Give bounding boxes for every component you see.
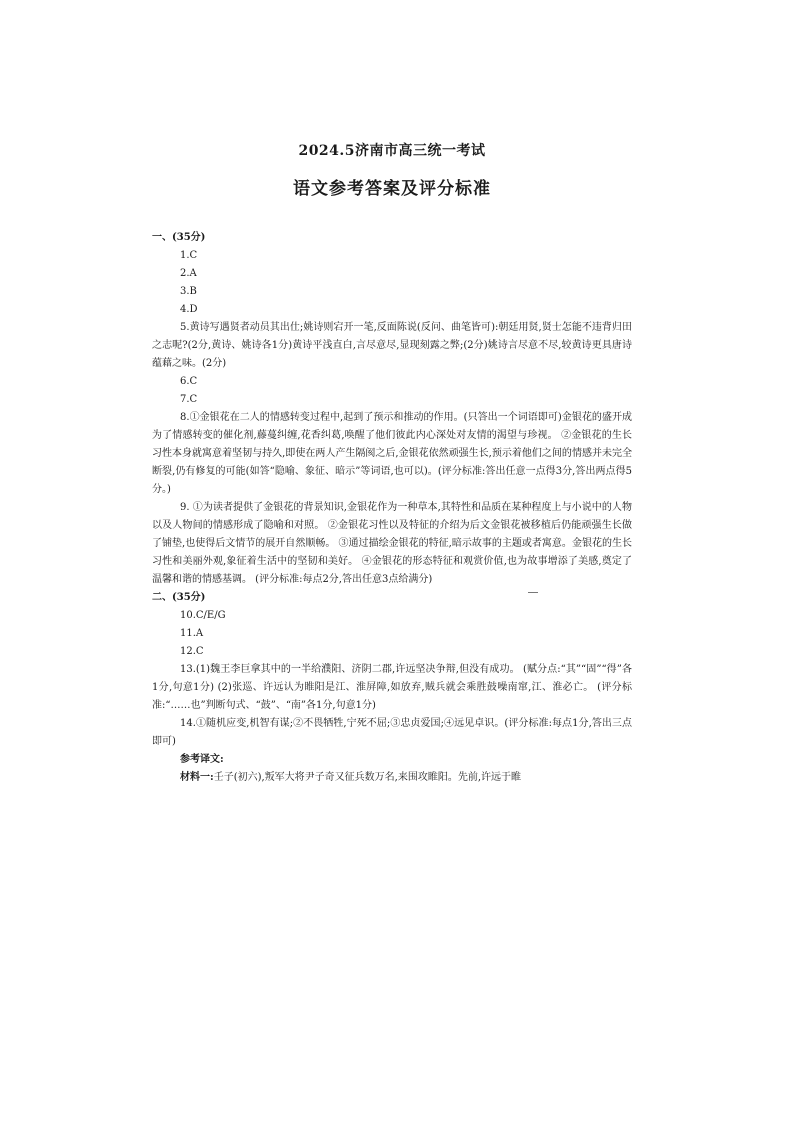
- answer-9: 9. ①为读者提供了金银花的背景知识,金银花作为一种草本,其特性和品质在某种程度上与小说中的人物以及人物间的情感形成了隐喻和对照。 ②金银花习性以及特征的介绍为后文金银花被移植后仍能顽强生长做了铺垫,也使得后文情节的展开自然顺畅。 ③通过描绘金银花的特征,暗示故事的主题或者寓意。金银花的生长习性和美丽外观,象征着生活中的坚韧和美好。 ④金银花的形态特征和观赏价值,也为故事增添了美感,奠定了温馨和谐的情感基调。 (评分标准:每点2分,答出任意3点给满分): [152, 502, 632, 585]
- answer-1: 1.C: [180, 250, 198, 261]
- section-2-heading: 二、(35分): [152, 592, 206, 603]
- answer-4: 4.D: [180, 304, 198, 315]
- answer-13: 13.(1)魏王李巨拿其中的一半给濮阳、济阴二郡,许远坚决争辩,但没有成功。 (赋分点:“其”“固”“得”各1分,句意1分) (2)张巡、许远认为睢阳是江、淮屏障,如放弃,贼兵就会乘胜鼓噪南窜,江、淮必亡。 (评分标准:“……也”判断句式、“鼓”、“南”各1分,句意1分): [152, 664, 632, 711]
- document-title: 语文参考答案及评分标准: [293, 179, 491, 199]
- section-1-heading: 一、(35分): [152, 232, 206, 243]
- exam-title: 2024.5济南市高三统一考试: [298, 143, 486, 159]
- reference-translation-heading: 参考译文:: [180, 754, 224, 765]
- answer-14: 14.①随机应变,机智有谋;②不畏牺牲,宁死不屈;③忠贞爱国;④远见卓识。(评分标准:每点1分,答出三点即可): [152, 718, 632, 747]
- answer-6: 6.C: [180, 376, 198, 387]
- material-1-text: 壬子(初六),叛军大将尹子奇又征兵数万名,来围攻睢阳。先前,许远于睢: [213, 772, 522, 783]
- answer-7: 7.C: [180, 394, 198, 405]
- answer-10: 10.C/E/G: [180, 610, 226, 621]
- answer-8: 8.①金银花在二人的情感转变过程中,起到了预示和推动的作用。(只答出一个词语即可)金银花的盛开成为了情感转变的催化剂,藤蔓纠缠,花香纠葛,唤醒了他们彼此内心深处对友情的渴望与珍视。 ②金银花的生长习性本身就寓意着坚韧与持久,即使在两人产生隔阂之后,金银花依然顽强生长,预示着他们之间的情感并未完全断裂,仍有修复的可能(如答“隐喻、象征、暗示”等词语,也可以)。(评分标准:答出任意一点得3分,答出两点得5分。): [152, 412, 632, 495]
- material-1-lead: 材料一:: [180, 772, 214, 783]
- answer-12: 12.C: [180, 646, 204, 657]
- answer-3: 3.B: [180, 286, 197, 297]
- answer-5: 5.黄诗写遇贤者动员其出仕;姚诗则宕开一笔,反面陈说(反问、曲笔皆可):朝廷用贤,贤士怎能不违背归田之志呢?(2分,黄诗、姚诗各1分)黄诗平浅直白,言尽意尽,显现刻露之弊;(2分)姚诗言尽意不尽,较黄诗更具唐诗蕴藉之味。(2分): [152, 322, 632, 369]
- scan-mark: [528, 592, 538, 595]
- answer-2: 2.A: [180, 268, 197, 279]
- material-1-paragraph: [152, 769, 632, 787]
- answer-11: 11.A: [180, 628, 204, 639]
- answer-sheet-page: [152, 140, 632, 787]
